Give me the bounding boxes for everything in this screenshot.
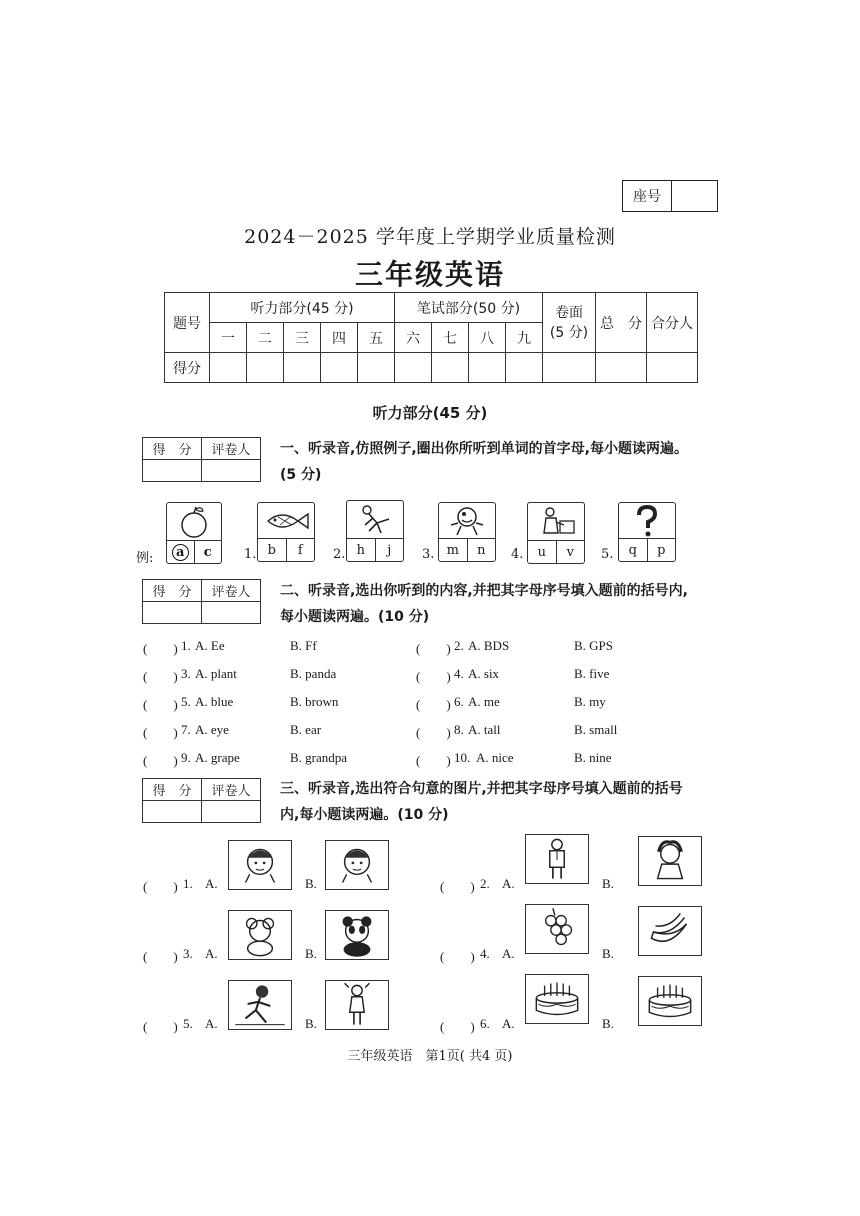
- page-footer: 三年级英语 第1页( 共4 页): [347, 1049, 513, 1064]
- score-cell[interactable]: [506, 353, 543, 383]
- option-b-image[interactable]: [325, 840, 389, 890]
- choice-letter[interactable]: u: [537, 544, 546, 560]
- picture-card: [346, 500, 404, 562]
- option-b-image[interactable]: [325, 910, 389, 960]
- option-b-image[interactable]: [638, 906, 702, 956]
- score-cell[interactable]: [469, 353, 506, 383]
- score-cell[interactable]: [543, 353, 596, 383]
- part3-instruction-line2: 内,每小题读两遍。(10 分): [280, 807, 449, 823]
- listening-group-header: 听力部分(45 分): [210, 293, 395, 323]
- answer-bracket[interactable]: ( ): [416, 725, 451, 740]
- subject-title: 三年级英语: [354, 258, 505, 291]
- checker-header: 合分人: [647, 293, 698, 353]
- option-a-label: A.: [502, 946, 515, 961]
- part3-instruction: [280, 776, 730, 828]
- option-a-label: A.: [502, 1016, 515, 1031]
- question-number: 10.: [454, 750, 471, 765]
- option-b-label: B.: [305, 1016, 317, 1031]
- option-b: B. grandpa: [290, 750, 348, 765]
- neatness-points: (5 分): [549, 324, 589, 341]
- grader-score-label: 得 分: [143, 438, 202, 460]
- question-number: 5.: [181, 694, 191, 709]
- fish-icon: [258, 503, 314, 539]
- grader-label: 评卷人: [202, 779, 261, 801]
- section-num: 七: [432, 323, 469, 353]
- grader-label: 评卷人: [202, 580, 261, 602]
- choice-letter[interactable]: f: [286, 539, 315, 561]
- seat-label: 座号: [623, 181, 672, 211]
- row-label-score: 得分: [165, 353, 210, 383]
- answer-bracket[interactable]: ( ): [416, 669, 451, 684]
- option-a: A. grape: [195, 750, 240, 765]
- score-cell[interactable]: [596, 353, 647, 383]
- neatness-label: 卷面: [555, 304, 583, 321]
- option-a: A. Ee: [195, 638, 225, 653]
- choice-letter[interactable]: m: [446, 542, 459, 558]
- teddy-bear-icon: [229, 911, 291, 959]
- example-card: [166, 502, 222, 564]
- question-number: 2.: [333, 547, 346, 562]
- option-a-image[interactable]: [228, 840, 292, 890]
- question-number: 9.: [181, 750, 191, 765]
- answer-bracket[interactable]: ( ): [143, 641, 178, 656]
- question-number: 1.: [183, 876, 193, 891]
- score-cell[interactable]: [432, 353, 469, 383]
- option-a: A. me: [468, 694, 500, 709]
- option-a: A. plant: [195, 666, 237, 681]
- grader-name-cell[interactable]: [202, 602, 261, 624]
- section-num: 二: [247, 323, 284, 353]
- panda-icon: [326, 911, 388, 959]
- grader-name-cell[interactable]: [202, 801, 261, 823]
- option-b-label: B.: [305, 946, 317, 961]
- question-mark-icon: [619, 503, 675, 539]
- option-a: A. blue: [195, 694, 234, 709]
- question-number: 6.: [454, 694, 464, 709]
- answer-bracket[interactable]: ( ): [416, 753, 451, 768]
- grader-box: [142, 579, 261, 624]
- option-a: A. tall: [468, 722, 501, 737]
- score-cell[interactable]: [321, 353, 358, 383]
- choice-letter[interactable]: c: [194, 541, 222, 563]
- part1-points: (5 分): [280, 467, 322, 483]
- choice-letter[interactable]: b: [267, 542, 276, 558]
- grader-score-cell[interactable]: [143, 460, 202, 482]
- option-b: B. nine: [574, 750, 612, 765]
- question-number: 2.: [480, 876, 490, 891]
- answer-bracket[interactable]: ( ): [143, 1019, 178, 1034]
- question-number: 4.: [454, 666, 464, 681]
- answer-bracket[interactable]: ( ): [416, 641, 451, 656]
- option-b: B. ear: [290, 722, 322, 737]
- grader-label: 评卷人: [202, 438, 261, 460]
- choice-letter[interactable]: j: [375, 539, 404, 561]
- part1-instruction-text: 一、听录音,仿照例子,圈出你所听到单词的首字母,每小题读两遍。: [280, 441, 688, 457]
- answer-bracket[interactable]: ( ): [440, 879, 475, 894]
- question-number: 3.: [422, 547, 435, 562]
- answer-bracket[interactable]: ( ): [143, 879, 178, 894]
- option-b-label: B.: [305, 876, 317, 891]
- question-number: 5.: [601, 547, 614, 562]
- question-number: 8.: [454, 722, 464, 737]
- picture-card: [527, 502, 585, 564]
- question-number: 2.: [454, 638, 464, 653]
- option-a-label: A.: [205, 1016, 218, 1031]
- answer-bracket[interactable]: ( ): [143, 725, 178, 740]
- curly-haired-girl-icon: [639, 837, 701, 885]
- choice-letter-circled[interactable]: a: [167, 541, 194, 563]
- score-cell[interactable]: [210, 353, 247, 383]
- option-a-label: A.: [205, 876, 218, 891]
- section-num: 四: [321, 323, 358, 353]
- answer-bracket[interactable]: ( ): [440, 1019, 475, 1034]
- grader-score-cell[interactable]: [143, 801, 202, 823]
- option-a: A. nice: [476, 750, 514, 765]
- option-a-image[interactable]: [525, 974, 589, 1024]
- option-b-image[interactable]: [638, 836, 702, 886]
- grapes-icon: [526, 905, 588, 953]
- option-b: B. Ff: [290, 638, 317, 653]
- option-b-label: B.: [602, 946, 614, 961]
- girl-standing-icon: [326, 981, 388, 1029]
- question-number: 7.: [181, 722, 191, 737]
- question-number: 4.: [511, 547, 524, 562]
- boy-running-icon: [229, 981, 291, 1029]
- answer-bracket[interactable]: ( ): [143, 753, 178, 768]
- seat-input[interactable]: [672, 181, 717, 211]
- question-number: 6.: [480, 1016, 490, 1031]
- person-working-icon: [528, 503, 584, 541]
- score-cell[interactable]: [247, 353, 284, 383]
- option-a: A. BDS: [468, 638, 510, 653]
- seat-number-box: [622, 180, 718, 212]
- option-b: B. small: [574, 722, 618, 737]
- mouth-character-icon: [439, 503, 495, 539]
- choice-letter[interactable]: h: [356, 542, 365, 558]
- option-b-image[interactable]: [325, 980, 389, 1030]
- picture-card: [257, 502, 315, 562]
- option-b: B. panda: [290, 666, 337, 681]
- section-num: 三: [284, 323, 321, 353]
- part1-instruction: [280, 436, 730, 488]
- section-num: 一: [210, 323, 247, 353]
- answer-bracket[interactable]: ( ): [143, 669, 178, 684]
- question-number: 5.: [183, 1016, 193, 1031]
- option-a-image[interactable]: [525, 834, 589, 884]
- choice-letter[interactable]: v: [556, 541, 585, 563]
- grader-box: [142, 778, 261, 823]
- boy-face-icon: [326, 841, 388, 889]
- question-number: 1.: [244, 547, 257, 562]
- grader-box: [142, 437, 261, 482]
- option-a-image[interactable]: [228, 910, 292, 960]
- exam-title: 2024－2025 学年度上学期学业质量检测: [244, 226, 616, 248]
- section-num: 九: [506, 323, 543, 353]
- grader-score-label: 得 分: [143, 779, 202, 801]
- grader-score-label: 得 分: [143, 580, 202, 602]
- answer-bracket[interactable]: ( ): [143, 949, 178, 964]
- answer-bracket[interactable]: ( ): [440, 949, 475, 964]
- answer-bracket[interactable]: ( ): [416, 697, 451, 712]
- row-label-num: 题号: [165, 293, 210, 353]
- part3-instruction-line1: 三、听录音,选出符合句意的图片,并把其字母序号填入题前的括号: [280, 781, 683, 797]
- score-table: [164, 292, 698, 383]
- section-num: 五: [358, 323, 395, 353]
- part2-instruction-line1: 二、听录音,选出你听到的内容,并把其字母序号填入题前的括号内,: [280, 583, 688, 599]
- boy-face-icon: [229, 841, 291, 889]
- question-number: 4.: [480, 946, 490, 961]
- option-b-label: B.: [602, 876, 614, 891]
- man-in-suit-icon: [526, 835, 588, 883]
- example-label: 例:: [136, 551, 154, 566]
- score-cell[interactable]: [647, 353, 698, 383]
- option-b: B. five: [574, 666, 610, 681]
- birthday-cake-icon: [639, 977, 701, 1025]
- score-cell[interactable]: [395, 353, 432, 383]
- option-b-label: B.: [602, 1016, 614, 1031]
- option-a-image[interactable]: [525, 904, 589, 954]
- bananas-icon: [639, 907, 701, 955]
- part2-instruction-line2: 每小题读两遍。(10 分): [280, 609, 430, 625]
- apple-icon: [167, 503, 221, 541]
- choice-letter[interactable]: p: [647, 539, 676, 561]
- option-b-image[interactable]: [638, 976, 702, 1026]
- score-cell[interactable]: [284, 353, 321, 383]
- total-header: 总 分: [596, 293, 647, 353]
- jumping-figure-icon: [347, 501, 403, 539]
- question-number: 3.: [183, 946, 193, 961]
- question-number: 1.: [181, 638, 191, 653]
- score-cell[interactable]: [358, 353, 395, 383]
- option-b: B. my: [574, 694, 606, 709]
- part2-instruction: [280, 578, 730, 630]
- question-number: 3.: [181, 666, 191, 681]
- option-a-image[interactable]: [228, 980, 292, 1030]
- listening-section-title: 听力部分(45 分): [372, 404, 488, 422]
- grader-name-cell[interactable]: [202, 460, 261, 482]
- picture-card: [438, 502, 496, 562]
- option-a-label: A.: [205, 946, 218, 961]
- section-num: 八: [469, 323, 506, 353]
- option-b: B. GPS: [574, 638, 614, 653]
- option-a: A. six: [468, 666, 500, 681]
- answer-bracket[interactable]: ( ): [143, 697, 178, 712]
- option-a: A. eye: [195, 722, 229, 737]
- written-group-header: 笔试部分(50 分): [395, 293, 543, 323]
- choice-letter[interactable]: n: [467, 539, 496, 561]
- option-a-label: A.: [502, 876, 515, 891]
- section-num: 六: [395, 323, 432, 353]
- neatness-header: [543, 293, 596, 353]
- grader-score-cell[interactable]: [143, 602, 202, 624]
- birthday-cake-icon: [526, 975, 588, 1023]
- option-b: B. brown: [290, 694, 339, 709]
- choice-letter[interactable]: q: [628, 542, 637, 558]
- picture-card: [618, 502, 676, 562]
